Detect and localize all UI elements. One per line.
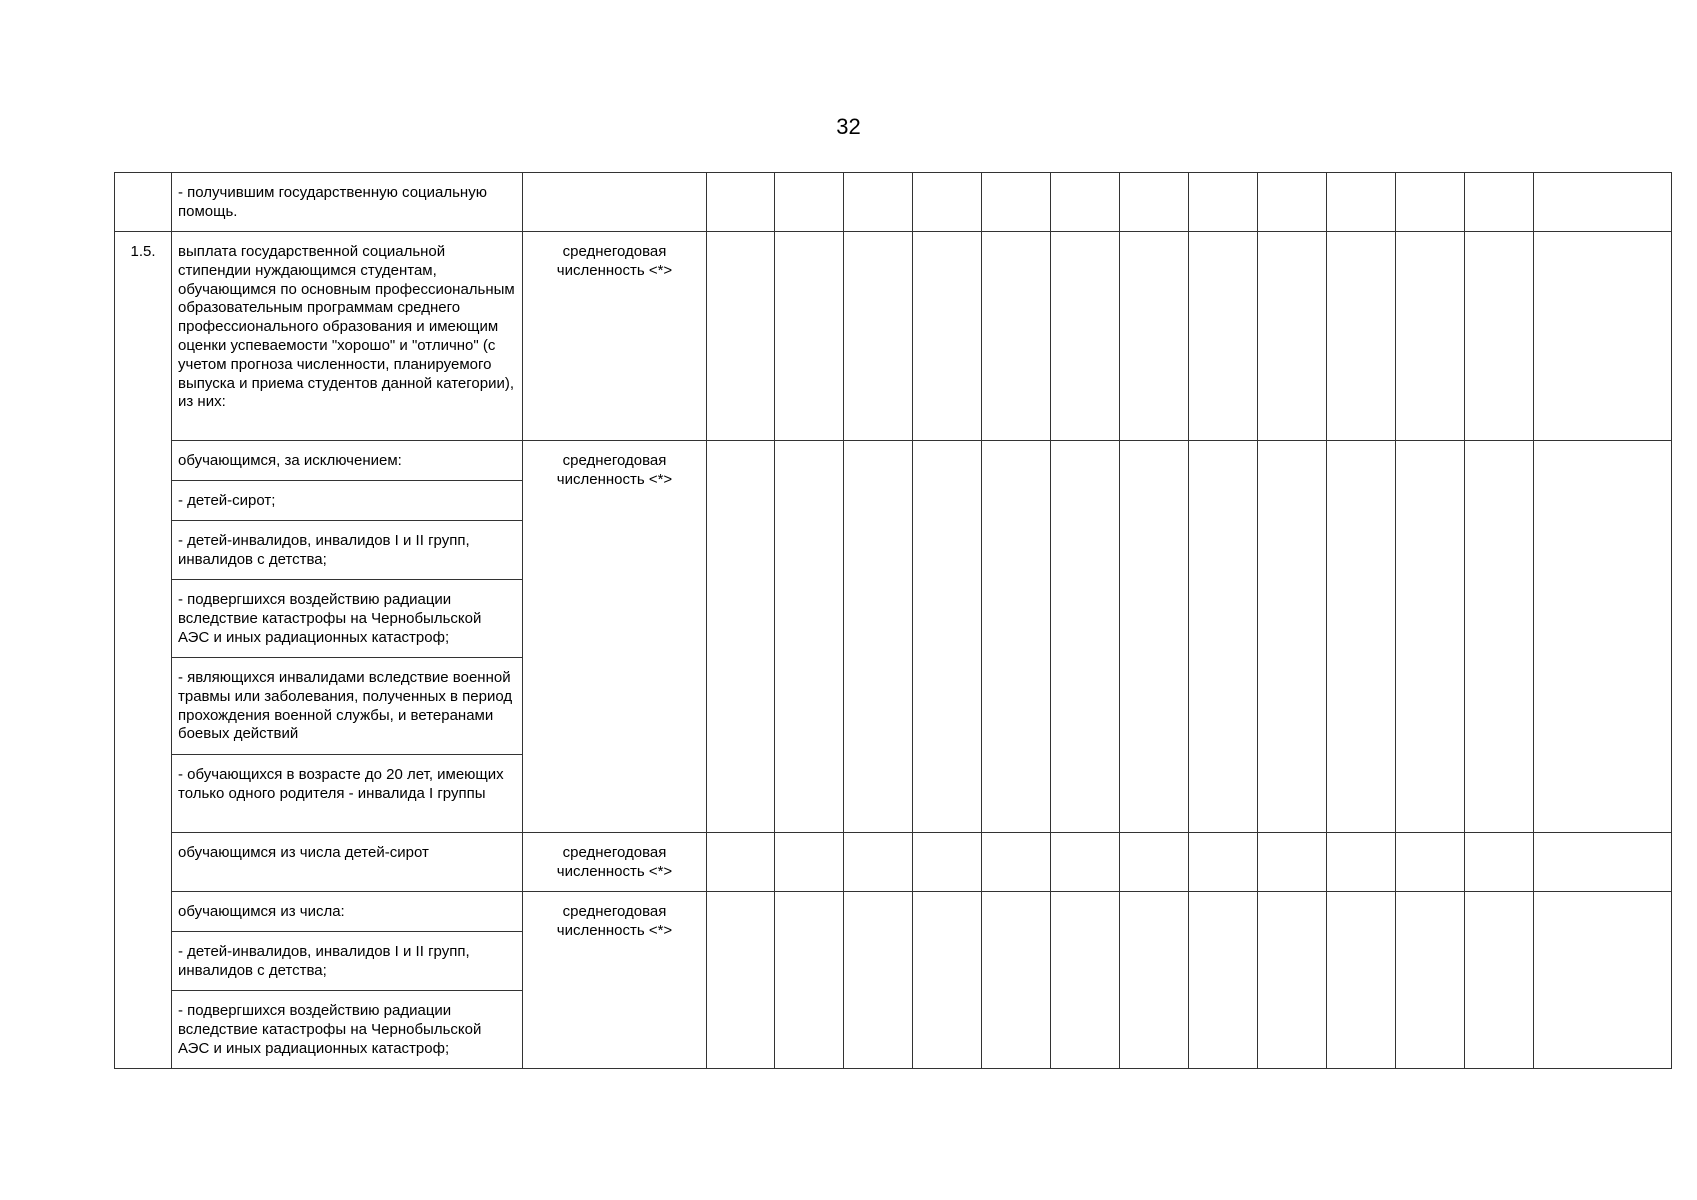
unit-cell (523, 892, 707, 1069)
value-cell (1327, 833, 1396, 892)
value-cell (1534, 892, 1672, 1069)
value-cell (1396, 833, 1465, 892)
value-cell (913, 833, 982, 892)
value-cell (1051, 833, 1120, 892)
value-cell (1120, 441, 1189, 833)
value-cell (707, 173, 775, 232)
value-cell (913, 232, 982, 441)
value-cell (1051, 232, 1120, 441)
row-description: обучающимся, за исключением: (172, 441, 523, 481)
value-cell (844, 232, 913, 441)
value-cell (1120, 232, 1189, 441)
value-cell (1258, 833, 1327, 892)
value-cell (1120, 892, 1189, 1069)
page-number: 32 (836, 114, 861, 139)
value-cell (1396, 173, 1465, 232)
value-cell (1465, 833, 1534, 892)
value-cell (913, 441, 982, 833)
unit-label: среднегодовая численность <*> (556, 243, 673, 279)
table-row (115, 892, 1672, 932)
value-cell (1327, 232, 1396, 441)
row-description: обучающимся из числа детей-сирот (172, 833, 523, 892)
row-description: - являющихся инвалидами вследствие военной травмы или заболевания, полученных в период прохождения военной службы, и ветеранами боевых действий (172, 658, 523, 755)
value-cell (1189, 833, 1258, 892)
unit-label: среднегодовая численность <*> (556, 452, 673, 488)
value-cell (1258, 892, 1327, 1069)
value-cell (1258, 173, 1327, 232)
value-cell (775, 173, 844, 232)
row-description: - подвергшихся воздействию радиации вследствие катастрофы на Чернобыльской АЭС и иных радиационных катастроф; (172, 991, 523, 1069)
row-description: - детей-инвалидов, инвалидов I и II групп, инвалидов с детства; (172, 521, 523, 580)
value-cell (1189, 441, 1258, 833)
row-description: - получившим государственную социальную помощь. (172, 173, 523, 232)
value-cell (1051, 441, 1120, 833)
value-cell (982, 892, 1051, 1069)
value-cell (1120, 833, 1189, 892)
value-cell (1258, 232, 1327, 441)
value-cell (1189, 232, 1258, 441)
value-cell (775, 833, 844, 892)
value-cell (913, 892, 982, 1069)
value-cell (707, 232, 775, 441)
value-cell (982, 441, 1051, 833)
value-cell (1189, 892, 1258, 1069)
value-cell (982, 173, 1051, 232)
table-row (115, 232, 1672, 441)
row-description: выплата государственной социальной стипендии нуждающимся студентам, обучающимся по основным профессиональным образовательным программам среднего профессионального образования и имеющим оценки успеваемости "хорошо" и "отлично" (с учетом прогноза численности, планируемого выпуска и приема студентов данной категории), из них: (172, 232, 523, 441)
value-cell (1396, 232, 1465, 441)
unit-cell (523, 232, 707, 441)
value-cell (844, 173, 913, 232)
table-row (115, 441, 1672, 481)
value-cell (775, 892, 844, 1069)
value-cell (1258, 441, 1327, 833)
unit-label: среднегодовая численность <*> (556, 844, 673, 880)
value-cell (1465, 892, 1534, 1069)
value-cell (1396, 892, 1465, 1069)
value-cell (1534, 833, 1672, 892)
row-number-cell: 1.5. (115, 232, 172, 1069)
value-cell (707, 833, 775, 892)
value-cell (1465, 173, 1534, 232)
value-cell (1465, 232, 1534, 441)
row-description: - обучающихся в возрасте до 20 лет, имеющих только одного родителя - инвалида I группы (172, 755, 523, 833)
row-description: - детей-инвалидов, инвалидов I и II групп, инвалидов с детства; (172, 932, 523, 991)
value-cell (707, 892, 775, 1069)
value-cell (1327, 441, 1396, 833)
row-description: - подвергшихся воздействию радиации вследствие катастрофы на Чернобыльской АЭС и иных радиационных катастроф; (172, 580, 523, 658)
unit-label: среднегодовая численность <*> (556, 903, 673, 939)
value-cell (775, 232, 844, 441)
value-cell (775, 441, 844, 833)
value-cell (1120, 173, 1189, 232)
unit-cell (523, 441, 707, 833)
unit-cell (523, 173, 707, 232)
value-cell (1465, 441, 1534, 833)
table-row (115, 173, 1672, 232)
table-row (115, 833, 1672, 892)
row-description: обучающимся из числа: (172, 892, 523, 932)
value-cell (982, 833, 1051, 892)
row-number-cell (115, 173, 172, 232)
value-cell (1534, 173, 1672, 232)
value-cell (844, 833, 913, 892)
row-description: - детей-сирот; (172, 481, 523, 521)
value-cell (982, 232, 1051, 441)
value-cell (1327, 892, 1396, 1069)
data-table (114, 172, 1672, 1069)
value-cell (1051, 173, 1120, 232)
value-cell (1051, 892, 1120, 1069)
unit-cell (523, 833, 707, 892)
value-cell (913, 173, 982, 232)
value-cell (844, 441, 913, 833)
value-cell (1189, 173, 1258, 232)
value-cell (844, 892, 913, 1069)
value-cell (1396, 441, 1465, 833)
value-cell (1534, 232, 1672, 441)
value-cell (707, 441, 775, 833)
value-cell (1327, 173, 1396, 232)
value-cell (1534, 441, 1672, 833)
